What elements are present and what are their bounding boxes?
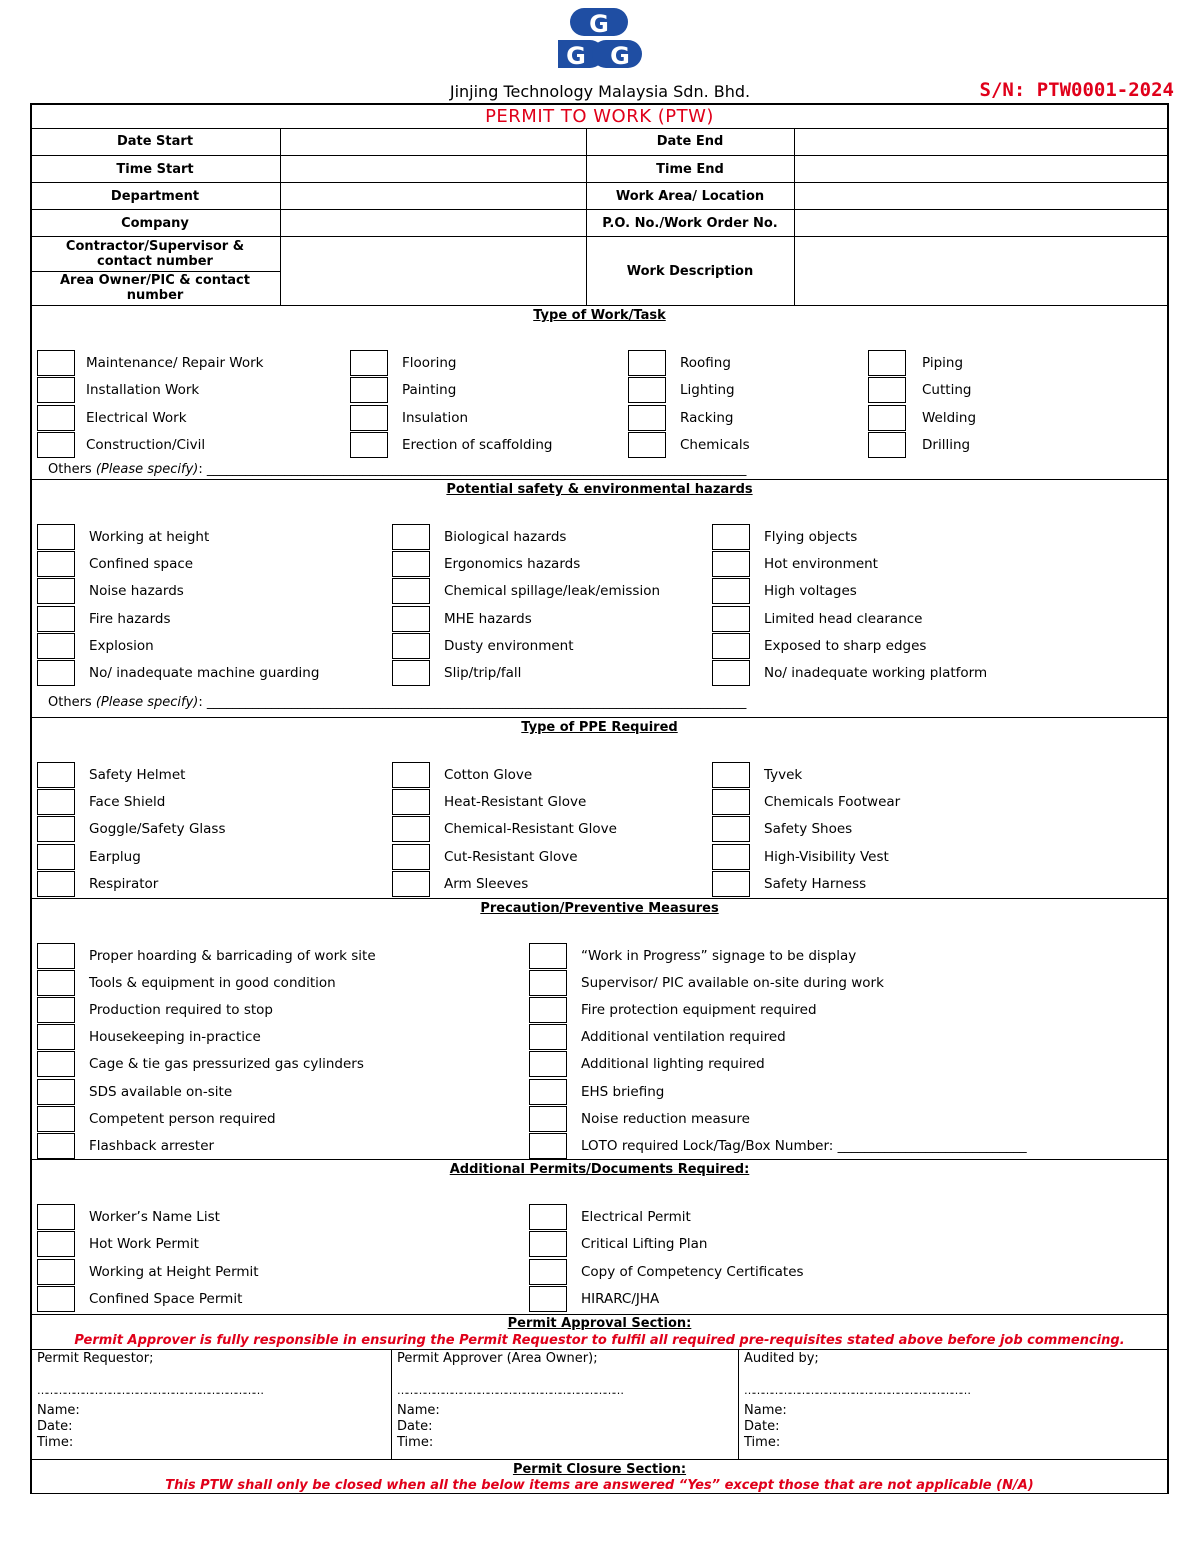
additional-item-label: Worker’s Name List — [89, 1209, 220, 1225]
time-start-label: Time Start — [116, 162, 194, 177]
hazards-others-line[interactable]: Others (Please specify): ___________________________________________________________________________________ — [48, 695, 747, 710]
ppe-item-label: Safety Helmet — [89, 767, 186, 783]
precaution-item-label: Fire protection equipment required — [581, 1002, 817, 1019]
precaution-item-label: Competent person required — [89, 1110, 276, 1127]
precaution-item-label: LOTO required Lock/Tag/Box Number: ____________________________ — [581, 1137, 1027, 1154]
additional-checkbox[interactable] — [37, 1204, 75, 1230]
hazards-checkbox[interactable] — [712, 578, 750, 604]
hazards-checkbox[interactable] — [392, 660, 430, 686]
hazards-checkbox[interactable] — [37, 606, 75, 632]
ppe-item-label: Face Shield — [89, 794, 166, 811]
type-of-work-item-label: Flooring — [402, 355, 457, 371]
type-of-work-checkbox[interactable] — [37, 377, 75, 403]
precaution-item-label: Housekeeping in-practice — [89, 1029, 261, 1046]
hazards-item-label: Dusty environment — [444, 637, 574, 654]
closure-note: This PTW shall only be closed when all the below items are answered “Yes” except those that are not applicable (N/A) — [165, 1478, 1034, 1493]
work-area-field[interactable] — [796, 184, 1166, 208]
hazards-checkbox[interactable] — [392, 606, 430, 632]
approval-note: Permit Approver is fully responsible in ensuring the Permit Requestor to fulfil all required pre-requisites stated above before job commencing. — [74, 1333, 1125, 1348]
type-of-work-item-label: Racking — [680, 409, 734, 426]
company-name: Jinjing Technology Malaysia Sdn. Bhd. — [449, 82, 751, 101]
type-of-work-item-label: Welding — [922, 409, 977, 426]
type-of-work-checkbox[interactable] — [37, 350, 75, 376]
additional-item-label: Critical Lifting Plan — [581, 1236, 708, 1253]
ppe-item-label: High-Visibility Vest — [764, 848, 889, 865]
additional-checkbox[interactable] — [529, 1286, 567, 1312]
ppe-checkbox[interactable] — [712, 816, 750, 842]
ppe-item-label: Tyvek — [764, 767, 803, 783]
type-of-work-item-label: Chemicals — [680, 436, 750, 453]
hazards-checkbox[interactable] — [712, 551, 750, 577]
ppe-item-label: Safety Shoes — [764, 821, 853, 838]
type-of-work-checkbox[interactable] — [628, 377, 666, 403]
type-of-work-checkbox[interactable] — [628, 405, 666, 431]
auditor-signature-block[interactable]: Audited by; ………………………………………………………………… Name: Date: Time: — [744, 1351, 969, 1450]
precaution-checkbox[interactable] — [37, 970, 75, 996]
precaution-item-label: Supervisor/ PIC available on-site during work — [581, 975, 884, 992]
type-of-work-checkbox[interactable] — [868, 405, 906, 431]
precaution-item-label: Noise reduction measure — [581, 1110, 750, 1127]
work-area-label: Work Area/ Location — [615, 189, 765, 204]
contractor-label: Contractor/Supervisor & contact number — [65, 239, 245, 269]
type-of-work-checkbox[interactable] — [350, 377, 388, 403]
precaution-item-label: “Work in Progress” signage to be display — [581, 948, 857, 964]
ppe-checkbox[interactable] — [37, 789, 75, 815]
additional-item-label: Working at Height Permit — [89, 1263, 259, 1280]
additional-permits-title: Additional Permits/Documents Required: — [449, 1162, 750, 1177]
precaution-checkbox[interactable] — [37, 1051, 75, 1077]
precaution-checkbox[interactable] — [37, 1106, 75, 1132]
hazards-checkbox[interactable] — [37, 633, 75, 659]
hazards-item-label: High voltages — [764, 583, 857, 600]
department-label: Department — [110, 189, 200, 204]
precaution-checkbox[interactable] — [529, 1106, 567, 1132]
ppe-item-label: Chemical-Resistant Glove — [444, 821, 617, 838]
approver-signature-block[interactable]: Permit Approver (Area Owner); ………………………………………………………………… Name: Date: Time: — [397, 1351, 622, 1450]
date-end-label: Date End — [656, 134, 724, 149]
type-of-work-title: Type of Work/Task — [533, 308, 666, 323]
type-of-work-checkbox[interactable] — [37, 432, 75, 458]
ppe-item-label: Goggle/Safety Glass — [89, 821, 226, 838]
precaution-checkbox[interactable] — [529, 997, 567, 1023]
additional-checkbox[interactable] — [529, 1259, 567, 1285]
hazards-checkbox[interactable] — [392, 633, 430, 659]
svg-text:G: G — [566, 42, 586, 70]
hazards-item-label: No/ inadequate machine guarding — [89, 665, 320, 681]
type-of-work-item-label: Lighting — [680, 382, 735, 399]
hazards-item-label: Ergonomics hazards — [444, 556, 581, 573]
ppe-item-label: Cut-Resistant Glove — [444, 848, 578, 865]
hazards-item-label: Fire hazards — [89, 610, 171, 627]
hazards-item-label: No/ inadequate working platform — [764, 665, 988, 681]
precaution-item-label: Additional ventilation required — [581, 1029, 786, 1046]
hazards-item-label: Chemical spillage/leak/emission — [444, 583, 661, 600]
hazards-item-label: Limited head clearance — [764, 610, 923, 627]
additional-checkbox[interactable] — [37, 1259, 75, 1285]
type-of-work-checkbox[interactable] — [868, 432, 906, 458]
ppe-checkbox[interactable] — [712, 762, 750, 788]
precaution-checkbox[interactable] — [529, 943, 567, 969]
ppe-checkbox[interactable] — [392, 762, 430, 788]
type-of-work-checkbox[interactable] — [350, 350, 388, 376]
approval-title: Permit Approval Section: — [507, 1316, 692, 1331]
type-of-work-checkbox[interactable] — [628, 350, 666, 376]
work-description-field[interactable] — [796, 238, 1166, 304]
type-of-work-checkbox[interactable] — [628, 432, 666, 458]
ppe-checkbox[interactable] — [37, 816, 75, 842]
type-of-work-item-label: Piping — [922, 355, 964, 371]
type-of-work-item-label: Cutting — [922, 382, 972, 399]
hazards-checkbox[interactable] — [712, 660, 750, 686]
ppe-checkbox[interactable] — [712, 844, 750, 870]
date-start-field[interactable] — [282, 130, 584, 154]
ppe-title: Type of PPE Required — [521, 720, 678, 735]
additional-checkbox[interactable] — [37, 1286, 75, 1312]
po-number-label: P.O. No./Work Order No. — [602, 216, 778, 231]
svg-text:G: G — [589, 10, 609, 38]
ppe-item-label: Safety Harness — [764, 875, 867, 892]
hazards-checkbox[interactable] — [392, 551, 430, 577]
precaution-checkbox[interactable] — [529, 970, 567, 996]
department-field[interactable] — [282, 184, 584, 208]
additional-item-label: Copy of Competency Certificates — [581, 1263, 804, 1280]
type-of-work-item-label: Maintenance/ Repair Work — [86, 355, 264, 371]
ppe-item-label: Cotton Glove — [444, 767, 533, 783]
precaution-item-label: Proper hoarding & barricading of work site — [89, 948, 376, 964]
serial-number: S/N: PTW0001-2024 — [979, 79, 1174, 101]
hazards-checkbox[interactable] — [712, 524, 750, 550]
ppe-checkbox[interactable] — [392, 789, 430, 815]
hazards-item-label: Noise hazards — [89, 583, 184, 600]
type-of-work-item-label: Painting — [402, 382, 457, 399]
type-of-work-item-label: Drilling — [922, 436, 971, 453]
area-owner-label: Area Owner/PIC & contact number — [60, 273, 250, 303]
precaution-checkbox[interactable] — [37, 1133, 75, 1159]
type-of-work-checkbox[interactable] — [37, 405, 75, 431]
ppe-checkbox[interactable] — [392, 816, 430, 842]
type-of-work-item-label: Erection of scaffolding — [402, 436, 553, 453]
precaution-item-label: Additional lighting required — [581, 1056, 765, 1073]
hazards-checkbox[interactable] — [712, 633, 750, 659]
hazards-checkbox[interactable] — [37, 660, 75, 686]
area-owner-field[interactable] — [282, 273, 584, 304]
ppe-checkbox[interactable] — [37, 762, 75, 788]
time-end-field[interactable] — [796, 157, 1166, 181]
ppe-item-label: Heat-Resistant Glove — [444, 794, 587, 811]
ppe-checkbox[interactable] — [392, 844, 430, 870]
contractor-field[interactable] — [282, 238, 584, 270]
hazards-title: Potential safety & environmental hazards — [446, 482, 753, 497]
hazards-item-label: Confined space — [89, 556, 194, 573]
type-of-work-checkbox[interactable] — [350, 432, 388, 458]
hazards-checkbox[interactable] — [37, 551, 75, 577]
time-start-field[interactable] — [282, 157, 584, 181]
precaution-checkbox[interactable] — [529, 1051, 567, 1077]
hazards-item-label: Exposed to sharp edges — [764, 637, 927, 654]
precaution-item-label: EHS briefing — [581, 1083, 665, 1100]
svg-text:G: G — [610, 42, 630, 70]
hazards-item-label: Hot environment — [764, 556, 878, 573]
precaution-checkbox[interactable] — [529, 1024, 567, 1050]
po-number-field[interactable] — [796, 211, 1166, 235]
type-of-work-item-label: Electrical Work — [86, 409, 187, 426]
precaution-checkbox[interactable] — [37, 1079, 75, 1105]
ppe-checkbox[interactable] — [392, 871, 430, 897]
type-of-work-checkbox[interactable] — [868, 377, 906, 403]
precaution-item-label: SDS available on-site — [89, 1083, 233, 1100]
hazards-item-label: Slip/trip/fall — [444, 665, 522, 681]
company-label: Company — [121, 216, 189, 231]
type-of-work-checkbox[interactable] — [350, 405, 388, 431]
type-of-work-item-label: Construction/Civil — [86, 436, 206, 453]
precaution-item-label: Flashback arrester — [89, 1137, 215, 1154]
closure-title: Permit Closure Section: — [512, 1462, 687, 1477]
precaution-item-label: Production required to stop — [89, 1002, 273, 1019]
hazards-item-label: Biological hazards — [444, 529, 567, 545]
hazards-checkbox[interactable] — [37, 524, 75, 550]
ppe-checkbox[interactable] — [37, 844, 75, 870]
ppe-checkbox[interactable] — [37, 871, 75, 897]
type-of-work-item-label: Insulation — [402, 409, 469, 426]
additional-item-label: Electrical Permit — [581, 1209, 691, 1225]
hazards-item-label: MHE hazards — [444, 610, 532, 627]
requestor-signature-block[interactable]: Permit Requestor; ………………………………………………………………… Name: Date: Time: — [37, 1351, 262, 1450]
ppe-item-label: Chemicals Footwear — [764, 794, 901, 811]
hazards-item-label: Flying objects — [764, 529, 858, 545]
type-of-work-item-label: Roofing — [680, 355, 731, 371]
work-others-line[interactable]: Others (Please specify): ___________________________________________________________________________________ — [48, 462, 747, 477]
ppe-item-label: Earplug — [89, 848, 141, 865]
form-title: PERMIT TO WORK (PTW) — [485, 106, 714, 127]
precaution-title: Precaution/Preventive Measures — [480, 901, 719, 916]
company-logo — [556, 6, 642, 72]
company-field[interactable] — [282, 211, 584, 235]
precaution-item-label: Tools & equipment in good condition — [89, 975, 336, 992]
work-description-label: Work Description — [626, 264, 754, 279]
type-of-work-checkbox[interactable] — [868, 350, 906, 376]
precaution-checkbox[interactable] — [529, 1133, 567, 1159]
precaution-item-label: Cage & tie gas pressurized gas cylinders — [89, 1056, 364, 1073]
hazards-checkbox[interactable] — [37, 578, 75, 604]
type-of-work-item-label: Installation Work — [86, 382, 200, 399]
hazards-item-label: Working at height — [89, 529, 210, 545]
ppe-item-label: Arm Sleeves — [444, 875, 529, 892]
additional-checkbox[interactable] — [529, 1231, 567, 1257]
hazards-checkbox[interactable] — [392, 578, 430, 604]
additional-item-label: Hot Work Permit — [89, 1236, 199, 1253]
additional-item-label: HIRARC/JHA — [581, 1290, 660, 1307]
hazards-checkbox[interactable] — [392, 524, 430, 550]
time-end-label: Time End — [656, 162, 724, 177]
ppe-checkbox[interactable] — [712, 871, 750, 897]
date-end-field[interactable] — [796, 130, 1166, 154]
additional-item-label: Confined Space Permit — [89, 1290, 243, 1307]
additional-checkbox[interactable] — [37, 1231, 75, 1257]
hazards-item-label: Explosion — [89, 637, 154, 654]
ppe-checkbox[interactable] — [712, 789, 750, 815]
precaution-checkbox[interactable] — [37, 1024, 75, 1050]
precaution-checkbox[interactable] — [529, 1079, 567, 1105]
precaution-checkbox[interactable] — [37, 943, 75, 969]
additional-checkbox[interactable] — [529, 1204, 567, 1230]
ppe-item-label: Respirator — [89, 875, 159, 892]
hazards-checkbox[interactable] — [712, 606, 750, 632]
date-start-label: Date Start — [116, 134, 194, 149]
precaution-checkbox[interactable] — [37, 997, 75, 1023]
